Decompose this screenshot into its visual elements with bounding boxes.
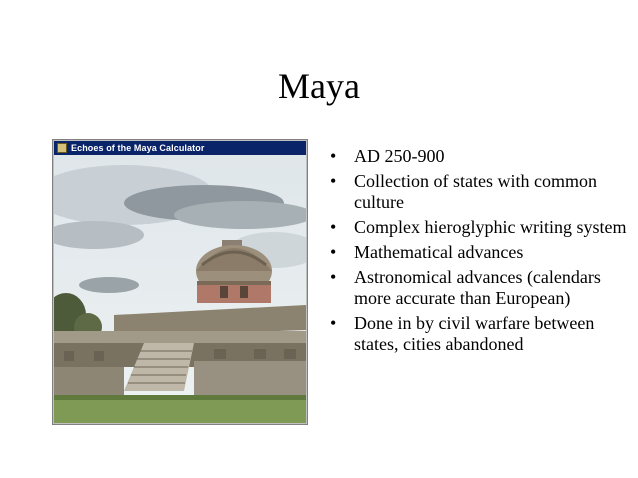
window-title: Echoes of the Maya Calculator [71,143,205,153]
bullet-list [330,146,630,359]
window-titlebar [54,141,306,155]
list-item: • AD 250-900 [330,146,445,166]
observatory-photo [54,155,306,423]
app-window-screenshot [52,139,308,425]
calculator-icon [57,143,67,153]
list-item: • Done in by civil warfare between states, cities abandoned [330,313,595,354]
list-item: • Mathematical advances [330,242,524,262]
list-item: • Complex hieroglyphic writing system [330,217,627,237]
list-item: • Astronomical advances (calendars more accurate than European) [330,267,601,308]
list-item: • Collection of states with common culture [330,171,597,212]
slide-title: Maya [278,66,360,106]
